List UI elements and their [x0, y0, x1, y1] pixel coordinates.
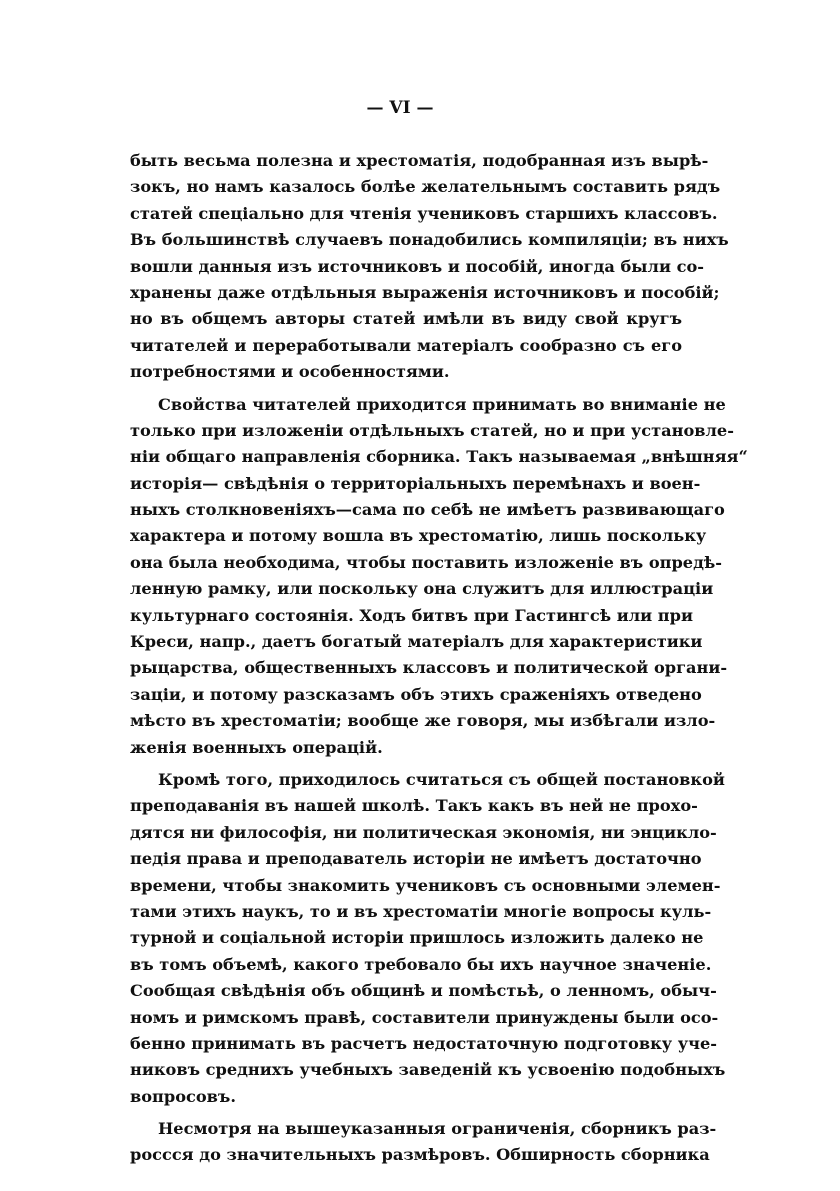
text-line: Кромѣ того, приходилось считаться съ общей постановкой: [158, 769, 725, 789]
text-line: женія военныхъ операцій.: [130, 737, 383, 757]
text-line: статей спеціально для чтенія учениковъ старшихъ классовъ.: [130, 203, 718, 223]
page-number: — VI —: [366, 98, 434, 118]
text-line: Сообщая свѣдѣнія объ общинѣ и помѣстьѣ, о ленномъ, обыч-: [130, 981, 717, 1001]
paragraph-2: [130, 392, 748, 761]
paragraph-1: [130, 148, 729, 386]
text-line: мѣсто въ хрестоматіи; вообще же говоря, мы избѣгали изло-: [130, 711, 716, 731]
body-text: [130, 148, 748, 1169]
text-line: турной и соціальной исторіи пришлось изложить далеко не: [130, 928, 704, 948]
text-line: вопросовъ.: [130, 1086, 236, 1106]
text-line: ленную рамку, или поскольку она служитъ для иллюстраціи: [130, 579, 714, 599]
text-line: ніи общаго направленія сборника. Такъ называемая „внѣшняя“: [130, 447, 748, 467]
text-line: дятся ни философія, ни политическая экономія, ни энцикло-: [130, 822, 717, 842]
text-line: времени, чтобы знакомить учениковъ съ основными элемен-: [130, 875, 721, 895]
text-line: бенно принимать въ расчетъ недостаточную подготовку уче-: [130, 1033, 718, 1053]
text-line: въ томъ объемѣ, какого требовало бы ихъ научное значеніе.: [130, 954, 712, 974]
text-line: педія права и преподаватель исторіи не имѣетъ достаточно: [130, 849, 702, 869]
text-line: Креси, напр., даетъ богатый матеріалъ для характеристики: [130, 632, 703, 652]
paragraph-4: [130, 1116, 717, 1169]
text-line: читателей и переработывали матеріалъ сообразно съ его: [130, 335, 682, 355]
text-line: тами этихъ наукъ, то и въ хрестоматіи многіе вопросы куль-: [130, 901, 712, 921]
text-line: никовъ среднихъ учебныхъ заведеній къ усвоенію подобныхъ: [130, 1060, 726, 1080]
text-line: но въ общемъ авторы статей имѣли въ виду свой кругъ: [130, 309, 682, 329]
paragraph-3: [130, 767, 726, 1110]
text-line: зокъ, но намъ казалось болѣе желательнымъ составить рядъ: [130, 177, 721, 197]
text-line: заціи, и потому разсказамъ объ этихъ сраженіяхъ отведено: [130, 684, 702, 704]
text-line: культурнаго состоянія. Ходъ битвъ при Гастингсѣ или при: [130, 605, 693, 625]
text-line: преподаванія въ нашей школѣ. Такъ какъ въ ней не прохо-: [130, 796, 698, 816]
text-line: Въ большинствѣ случаевъ понадобились компиляціи; въ нихъ: [130, 230, 729, 250]
text-line: характера и потому вошла въ хрестоматію, лишь поскольку: [130, 526, 707, 546]
text-line: только при изложеніи отдѣльныхъ статей, но и при установле-: [130, 420, 734, 440]
text-line: быть весьма полезна и хрестоматія, подобранная изъ вырѣ-: [130, 151, 709, 170]
text-line: исторія— свѣдѣнія о территоріальныхъ перемѣнахъ и воен-: [130, 473, 701, 493]
text-line: вошли данныя изъ источниковъ и пособій, иногда были со-: [130, 256, 704, 276]
text-line: рыцарства, общественныхъ классовъ и политической органи-: [130, 658, 728, 678]
text-line: Несмотря на вышеуказанныя ограниченія, сборникъ раз-: [158, 1119, 717, 1139]
text-line: номъ и римскомъ правѣ, составители принуждены были осо-: [130, 1007, 719, 1027]
text-line: россся до значительныхъ размѣровъ. Обширность сборника: [130, 1145, 710, 1165]
text-line: она была необходима, чтобы поставить изложеніе въ опредѣ-: [130, 552, 722, 572]
text-line: хранены даже отдѣльныя выраженія источниковъ и пособій;: [130, 282, 720, 302]
text-line: Свойства читателей приходится принимать во вниманіе не: [158, 394, 726, 414]
text-line: потребностями и особенностями.: [130, 362, 450, 382]
text-line: ныхъ столкновеніяхъ—сама по себѣ не имѣетъ развивающаго: [130, 500, 725, 520]
